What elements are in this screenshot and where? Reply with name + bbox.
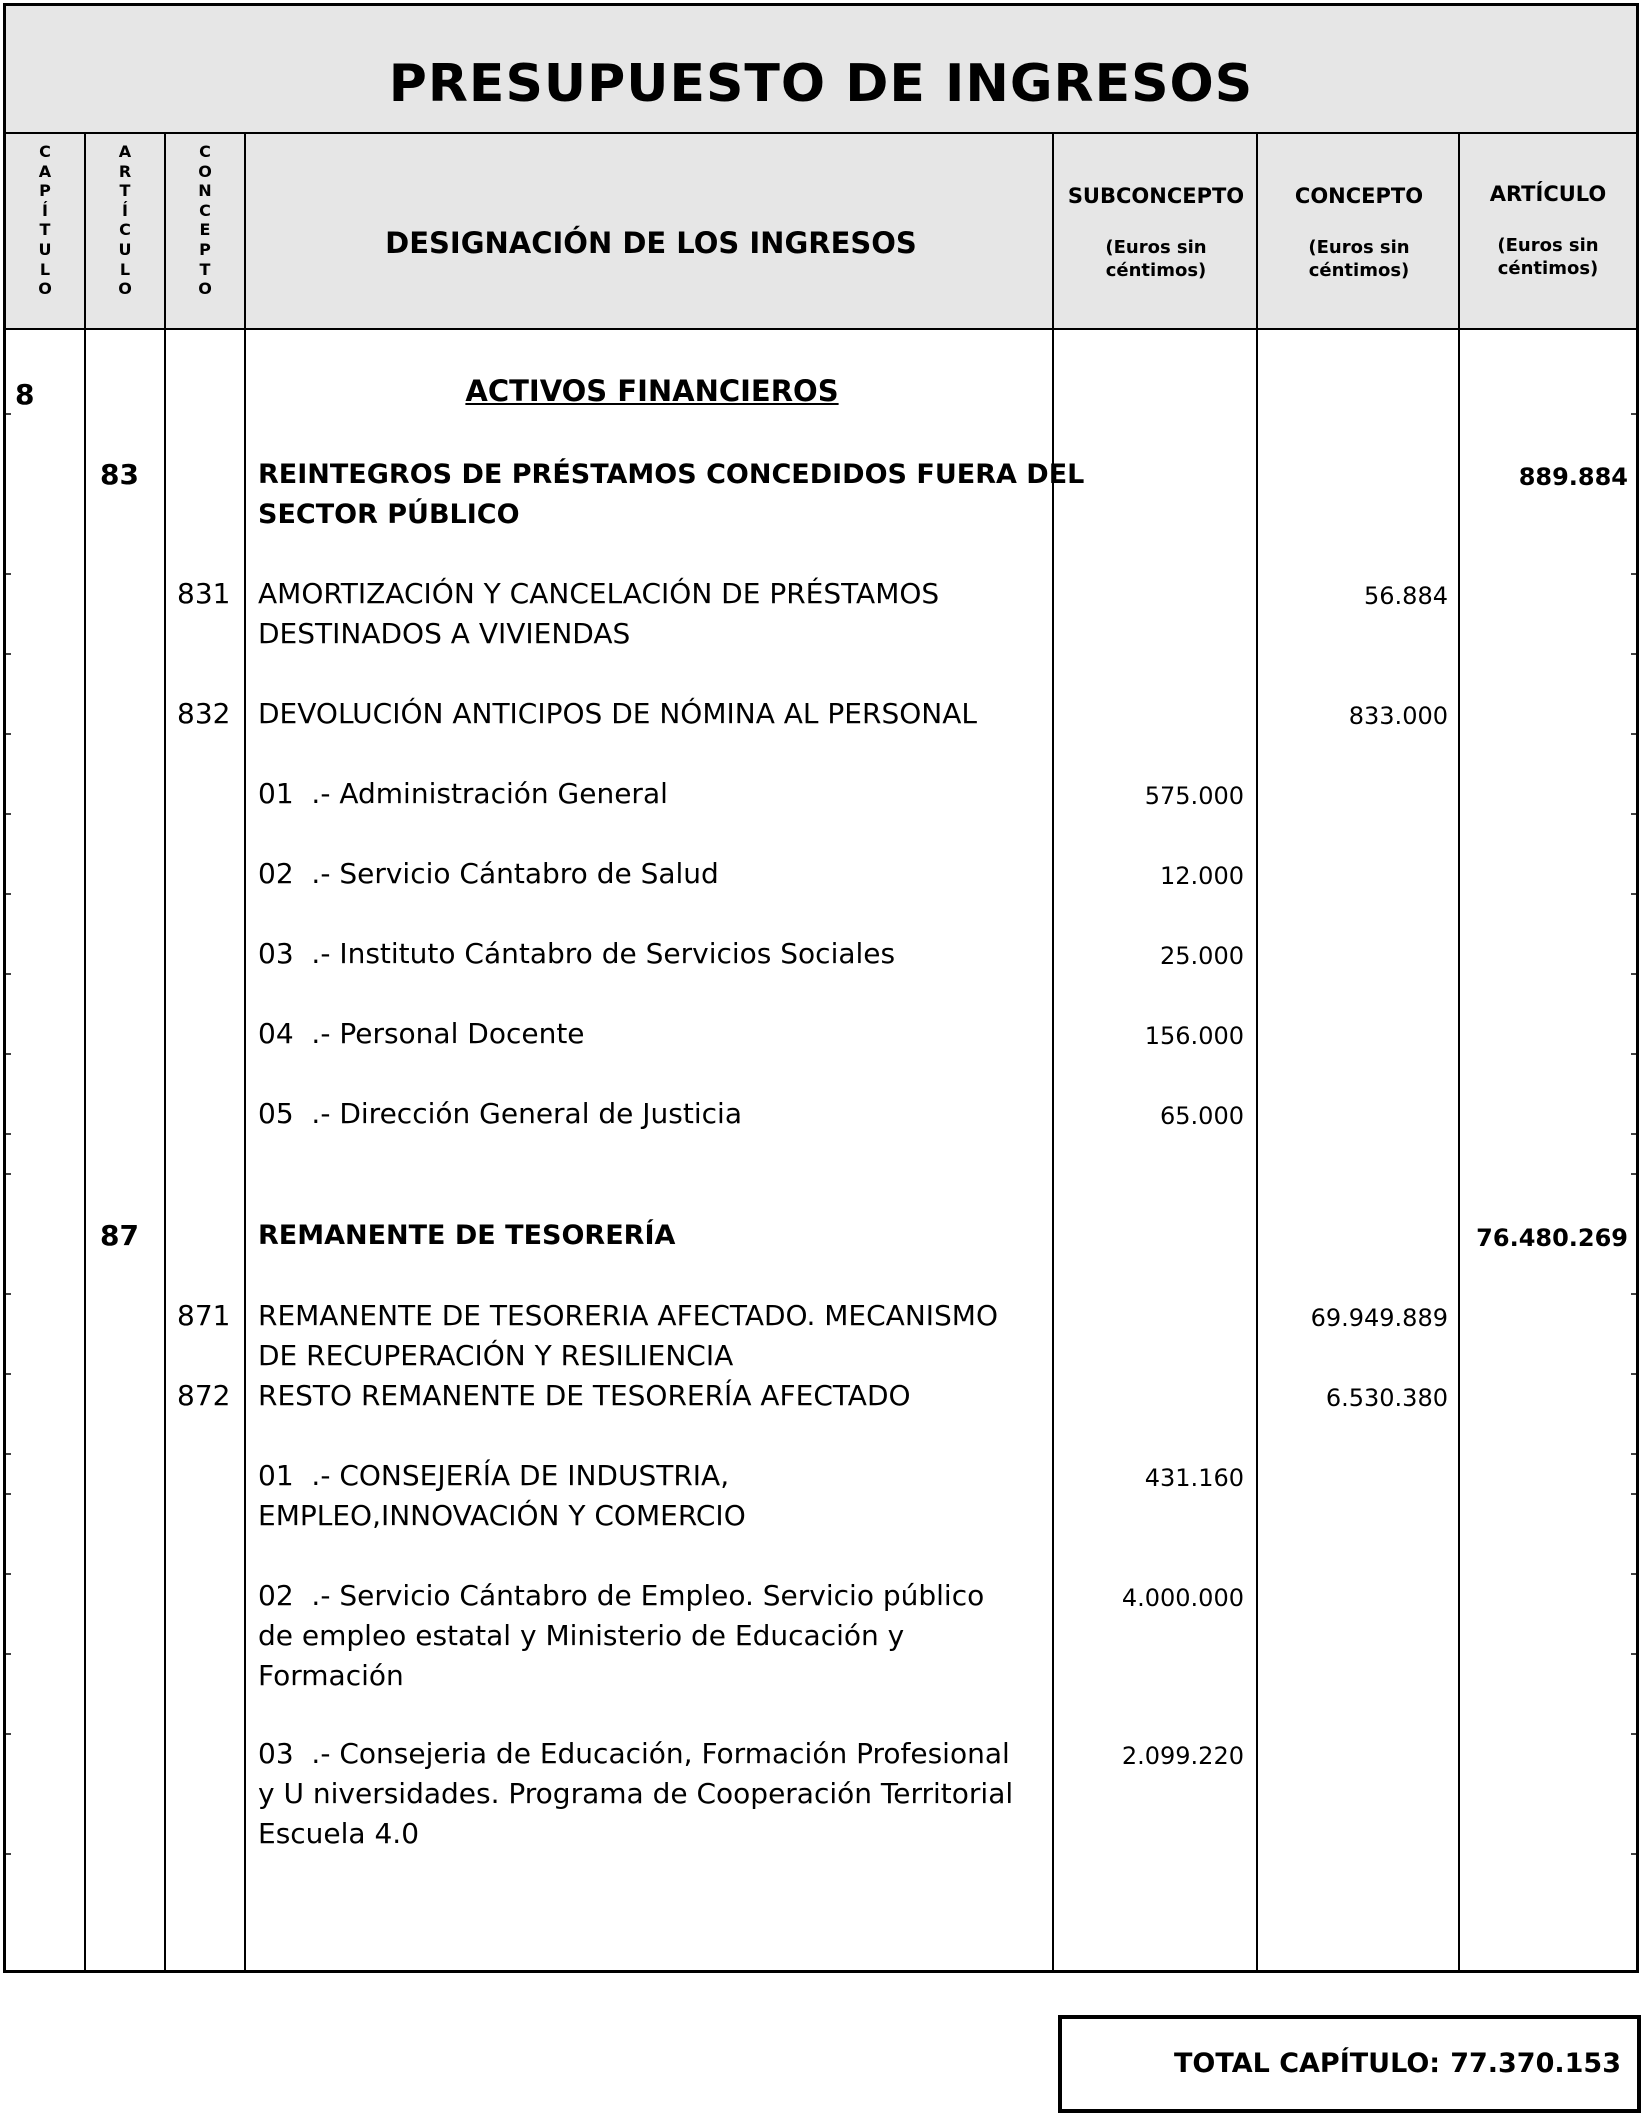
subconcepto-amount: 575.000 (1144, 782, 1244, 810)
row-tick (1631, 1133, 1636, 1135)
units-line2: céntimos) (1308, 260, 1410, 281)
units-line1: (Euros sin (1105, 237, 1207, 258)
row-tick (6, 573, 11, 575)
row-description (258, 1456, 1048, 1536)
description-line: AMORTIZACIÓN Y CANCELACIÓN DE PRÉSTAMOS (258, 577, 940, 610)
concepto-amount: 6.530.380 (1325, 1384, 1448, 1412)
units-line2: céntimos) (1497, 258, 1599, 279)
header-designacion: DESIGNACIÓN DE LOS INGRESOS (385, 226, 917, 260)
subconcepto-amount: 156.000 (1144, 1022, 1244, 1050)
header-articulo-label: ARTÍCULO (1489, 182, 1607, 206)
row-tick (6, 1453, 11, 1455)
concepto-amount: 56.884 (1364, 582, 1448, 610)
total-value: 77.370.153 (1450, 2048, 1621, 2079)
row-tick (1631, 1573, 1636, 1575)
row-tick (6, 1133, 11, 1135)
description-line: EMPLEO,INNOVACIÓN Y COMERCIO (258, 1499, 746, 1532)
description-line: Escuela 4.0 (258, 1817, 420, 1850)
row-tick (1631, 1733, 1636, 1735)
articulo-code: 87 (100, 1219, 139, 1252)
description-line: 02 .- Servicio Cántabro de Salud (258, 857, 719, 890)
row-tick (1631, 573, 1636, 575)
row-tick (6, 1173, 11, 1175)
total-label: TOTAL CAPÍTULO: (1174, 2048, 1441, 2079)
table-header (6, 134, 1636, 330)
header-letter: N (198, 181, 212, 201)
concepto-amount: 69.949.889 (1310, 1304, 1448, 1332)
row-description (258, 1216, 1048, 1256)
header-letter: T (119, 181, 131, 201)
header-letter: L (39, 259, 51, 279)
subconcepto-amount: 2.099.220 (1121, 1742, 1244, 1770)
header-letter: O (38, 279, 52, 299)
row-tick (1631, 1293, 1636, 1295)
row-description (258, 1296, 1048, 1376)
header-capitulo (6, 142, 84, 299)
header-letter: U (118, 239, 132, 259)
row-description (258, 934, 1048, 974)
description-line: de empleo estatal y Ministerio de Educación y (258, 1619, 905, 1652)
header-letter: O (198, 279, 212, 299)
row-tick (6, 1493, 11, 1495)
description-line: DESTINADOS A VIVIENDAS (258, 617, 631, 650)
header-letter: C (199, 142, 211, 161)
subconcepto-amount: 12.000 (1160, 862, 1244, 890)
column-divider (1052, 134, 1054, 1970)
description-line: SECTOR PÚBLICO (258, 499, 520, 530)
header-concepto (166, 142, 244, 299)
row-description (258, 455, 1085, 535)
row-tick (6, 1293, 11, 1295)
description-line: 03 .- Consejeria de Educación, Formación Profesional (258, 1737, 1010, 1770)
description-line: REMANENTE DE TESORERÍA (258, 1220, 676, 1251)
column-divider (164, 134, 166, 1970)
row-tick (6, 653, 11, 655)
header-concepto-amount (1258, 184, 1460, 282)
column-divider (1256, 134, 1258, 1970)
header-letter: C (39, 142, 51, 161)
row-tick (6, 893, 11, 895)
concepto-amount: 833.000 (1348, 702, 1448, 730)
articulo-amount: 76.480.269 (1476, 1224, 1628, 1252)
header-subconcepto (1054, 184, 1258, 282)
description-line: Formación (258, 1659, 404, 1692)
page-title: PRESUPUESTO DE INGRESOS (388, 54, 1254, 114)
header-letter: T (199, 259, 211, 279)
subconcepto-amount: 431.160 (1144, 1464, 1244, 1492)
row-tick (1631, 1853, 1636, 1855)
concepto-code: 832 (177, 697, 231, 730)
row-description (258, 1734, 1048, 1854)
units-line2: céntimos) (1105, 260, 1207, 281)
subconcepto-amount: 25.000 (1160, 942, 1244, 970)
row-tick (1631, 413, 1636, 415)
row-tick (1631, 813, 1636, 815)
description-line: DEVOLUCIÓN ANTICIPOS DE NÓMINA AL PERSONAL (258, 697, 977, 730)
description-line: 02 .- Servicio Cántabro de Empleo. Servicio público (258, 1579, 985, 1612)
row-tick (6, 1573, 11, 1575)
total-box (1058, 2015, 1641, 2113)
row-tick (1631, 1053, 1636, 1055)
header-letter: Í (42, 200, 48, 220)
header-articulo-units (1460, 234, 1636, 280)
row-description (258, 694, 1048, 734)
row-tick (6, 973, 11, 975)
row-description (258, 574, 1048, 654)
articulo-code: 83 (100, 458, 139, 491)
row-tick (1631, 1173, 1636, 1175)
row-description (258, 1014, 1048, 1054)
description-line: REINTEGROS DE PRÉSTAMOS CONCEDIDOS FUERA DEL (258, 459, 1085, 490)
row-description (258, 1376, 1048, 1416)
header-articulo (86, 142, 164, 299)
row-description (258, 1094, 1048, 1134)
budget-table (3, 3, 1639, 1973)
row-tick (1631, 1653, 1636, 1655)
header-letter: L (119, 259, 131, 279)
section-title: ACTIVOS FINANCIEROS (465, 374, 839, 408)
row-tick (1631, 1373, 1636, 1375)
units-line1: (Euros sin (1497, 235, 1599, 256)
description-line: RESTO REMANENTE DE TESORERÍA AFECTADO (258, 1379, 911, 1412)
row-tick (6, 1373, 11, 1375)
column-divider (84, 134, 86, 1970)
concepto-code: 872 (177, 1379, 231, 1412)
row-tick (6, 1853, 11, 1855)
header-concepto-units (1258, 236, 1460, 282)
header-letter: E (199, 220, 211, 240)
header-letter: O (118, 279, 132, 299)
description-line: 04 .- Personal Docente (258, 1017, 585, 1050)
header-concepto-label: CONCEPTO (1294, 184, 1424, 208)
row-tick (1631, 653, 1636, 655)
description-line: y U niversidades. Programa de Cooperación Territorial (258, 1777, 1014, 1810)
header-articulo-amount (1460, 182, 1636, 280)
row-tick (1631, 973, 1636, 975)
header-letter: R (118, 161, 132, 181)
column-divider (1458, 134, 1460, 1970)
description-line: 01 .- Administración General (258, 777, 668, 810)
row-description (258, 774, 1048, 814)
description-line: 05 .- Dirección General de Justicia (258, 1097, 742, 1130)
header-subconcepto-label: SUBCONCEPTO (1067, 184, 1245, 208)
row-tick (6, 733, 11, 735)
row-tick (1631, 893, 1636, 895)
header-letter: T (39, 220, 51, 240)
header-letter: U (38, 239, 52, 259)
row-tick (6, 413, 11, 415)
header-subconcepto-units (1054, 236, 1258, 282)
row-tick (1631, 1493, 1636, 1495)
row-tick (1631, 733, 1636, 735)
header-letter: P (39, 181, 51, 201)
articulo-amount: 889.884 (1518, 463, 1628, 491)
header-letter: C (119, 220, 131, 240)
description-line: 01 .- CONSEJERÍA DE INDUSTRIA, (258, 1459, 730, 1492)
row-tick (6, 1653, 11, 1655)
header-letter: Í (122, 200, 128, 220)
row-tick (1631, 1453, 1636, 1455)
header-letter: O (198, 161, 212, 181)
concepto-code: 831 (177, 577, 231, 610)
row-description (258, 854, 1048, 894)
row-tick (6, 1733, 11, 1735)
units-line1: (Euros sin (1308, 237, 1410, 258)
title-bar (6, 6, 1636, 134)
concepto-code: 871 (177, 1299, 231, 1332)
header-letter: A (118, 142, 132, 161)
column-divider (244, 134, 246, 1970)
header-letter: P (199, 239, 211, 259)
description-line: 03 .- Instituto Cántabro de Servicios Sociales (258, 937, 896, 970)
header-letter: C (199, 200, 211, 220)
row-description (258, 1576, 1048, 1696)
subconcepto-amount: 4.000.000 (1121, 1584, 1244, 1612)
row-tick (6, 1053, 11, 1055)
chapter-code: 8 (15, 378, 35, 411)
description-line: REMANENTE DE TESORERIA AFECTADO. MECANISMO (258, 1299, 998, 1332)
description-line: DE RECUPERACIÓN Y RESILIENCIA (258, 1339, 734, 1372)
subconcepto-amount: 65.000 (1160, 1102, 1244, 1130)
header-letter: A (38, 161, 52, 181)
row-tick (6, 813, 11, 815)
